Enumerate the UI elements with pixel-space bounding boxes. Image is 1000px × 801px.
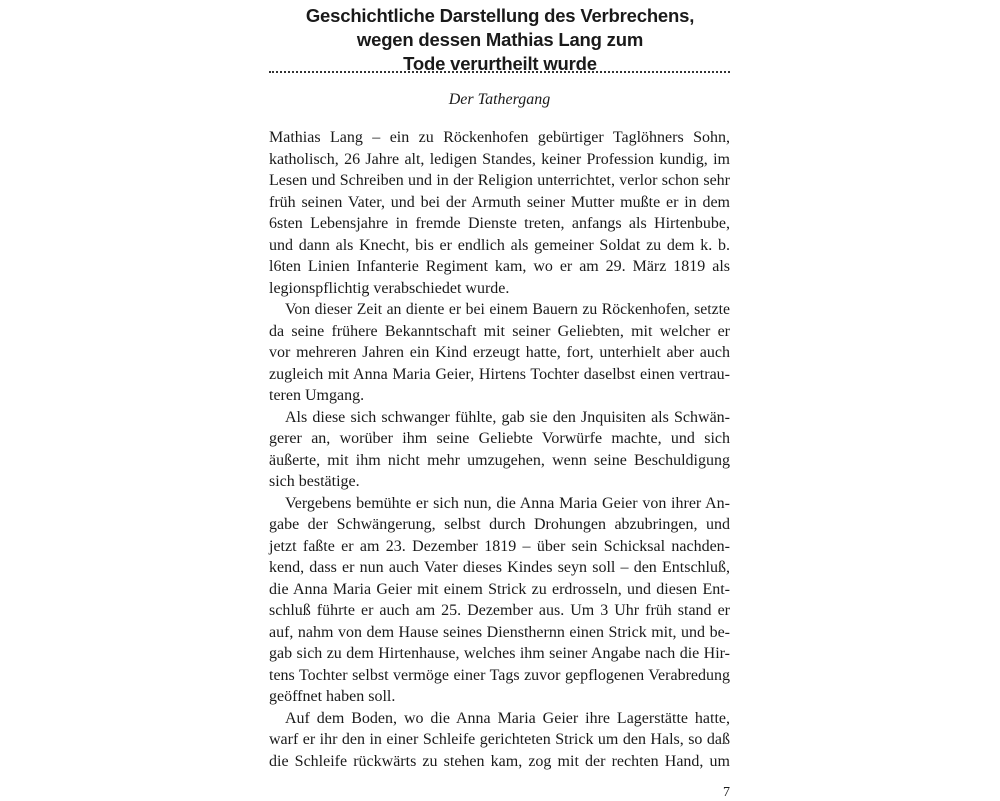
text-line: gerer an, worüber ihm seine Geliebte Vorwürfe machte, und sich [269, 430, 730, 447]
text-line: zugleich mit Anna Maria Geier, Hirtens Tochter daselbst einen vertrau- [269, 365, 730, 383]
text-line: äußerte, mit ihm nicht mehr umzugehen, wenn seine Beschuldigung [269, 451, 730, 469]
text-line: gabe der Schwängerung, selbst durch Drohungen abzubringen, und [269, 516, 730, 533]
paragraph [269, 407, 730, 493]
chapter-title-line-2: wegen dessen Mathias Lang zum [356, 29, 644, 50]
text-line: Vergebens bemühte er sich nun, die Anna Maria Geier von ihrer An- [285, 494, 730, 512]
chapter-title-line-1: Geschichtliche Darstellung des Verbrechens, [305, 5, 695, 26]
text-line: die Anna Maria Geier mit einem Strick zu erdrosseln, und diesen Ent- [269, 580, 730, 598]
dotted-divider [269, 71, 730, 73]
text-line: schluß führte er auch am 25. Dezember aus. Um 3 Uhr früh stand er [269, 602, 730, 619]
text-line: 6sten Lebensjahre in fremde Dienste treten, anfangs als Hirtenbube, [269, 215, 730, 232]
text-line: Auf dem Boden, wo die Anna Maria Geier ihre Lagerstätte hatte, [285, 709, 730, 727]
text-line: kend, dass er nun auch Vater dieses Kindes seyn soll – den Entschluß, [269, 559, 730, 576]
text-line: Von dieser Zeit an diente er bei einem Bauern zu Röckenhofen, setzte [285, 301, 730, 318]
paragraph [269, 493, 730, 708]
chapter-title-line-3: Tode verurtheilt wurde [403, 53, 597, 74]
page-number: 7 [723, 785, 730, 800]
paragraph [269, 127, 730, 299]
text-line: Lesen und Schreiben und in der Religion unterrichtet, verlor schon sehr [269, 172, 730, 189]
text-line: sich bestätige. [269, 473, 360, 490]
text-line: gab sich zu dem Hirtenhause, welches ihm seiner Angabe nach die Hir- [269, 645, 730, 662]
text-line: geöffnet haben soll. [269, 688, 396, 705]
text-line: katholisch, 26 Jahre alt, ledigen Standes, keiner Profession kundig, im [269, 150, 730, 168]
text-line: Mathias Lang – ein zu Röckenhofen gebürtiger Taglöhners Sohn, [269, 129, 730, 146]
text-line: warf er ihr den in einer Schleife gerichteten Strick um den Hals, so daß [269, 731, 730, 748]
section-subtitle: Der Tathergang [448, 91, 551, 108]
text-line: und dann als Knecht, bis er endlich als gemeiner Soldat zu dem k. b. [269, 236, 730, 254]
text-line: auf, nahm von dem Hause seines Diensthernn einen Strick mit, und be- [269, 623, 730, 641]
text-line: die Schleife rückwärts zu stehen kam, zog mit der rechten Hand, um [269, 752, 730, 770]
text-line: früh seinen Vater, und bei der Armuth seiner Mutter mußte er in dem [269, 193, 730, 211]
paragraph [269, 708, 730, 773]
text-line: jetzt faßte er am 23. Dezember 1819 – über sein Schicksal nachden- [269, 537, 730, 555]
text-line: vor mehreren Jahren ein Kind erzeugt hatte, fort, unterhielt aber auch [269, 344, 730, 361]
text-line: l6ten Linien Infanterie Regiment kam, wo er am 29. März 1819 als [269, 258, 730, 275]
paragraph [269, 299, 730, 407]
text-line: teren Umgang. [269, 387, 365, 404]
text-line: da seine frühere Bekanntschaft mit seiner Geliebten, mit welcher er [269, 322, 730, 340]
body-text [269, 127, 730, 772]
text-line: Als diese sich schwanger fühlte, gab sie den Jnquisiten als Schwän- [285, 408, 730, 426]
chapter-title [250, 4, 750, 76]
text-line: legionspflichtig verabschiedet wurde. [269, 279, 510, 297]
text-line: tens Tochter selbst vermöge einer Tags zuvor gepflogenen Verabredung [269, 666, 730, 684]
